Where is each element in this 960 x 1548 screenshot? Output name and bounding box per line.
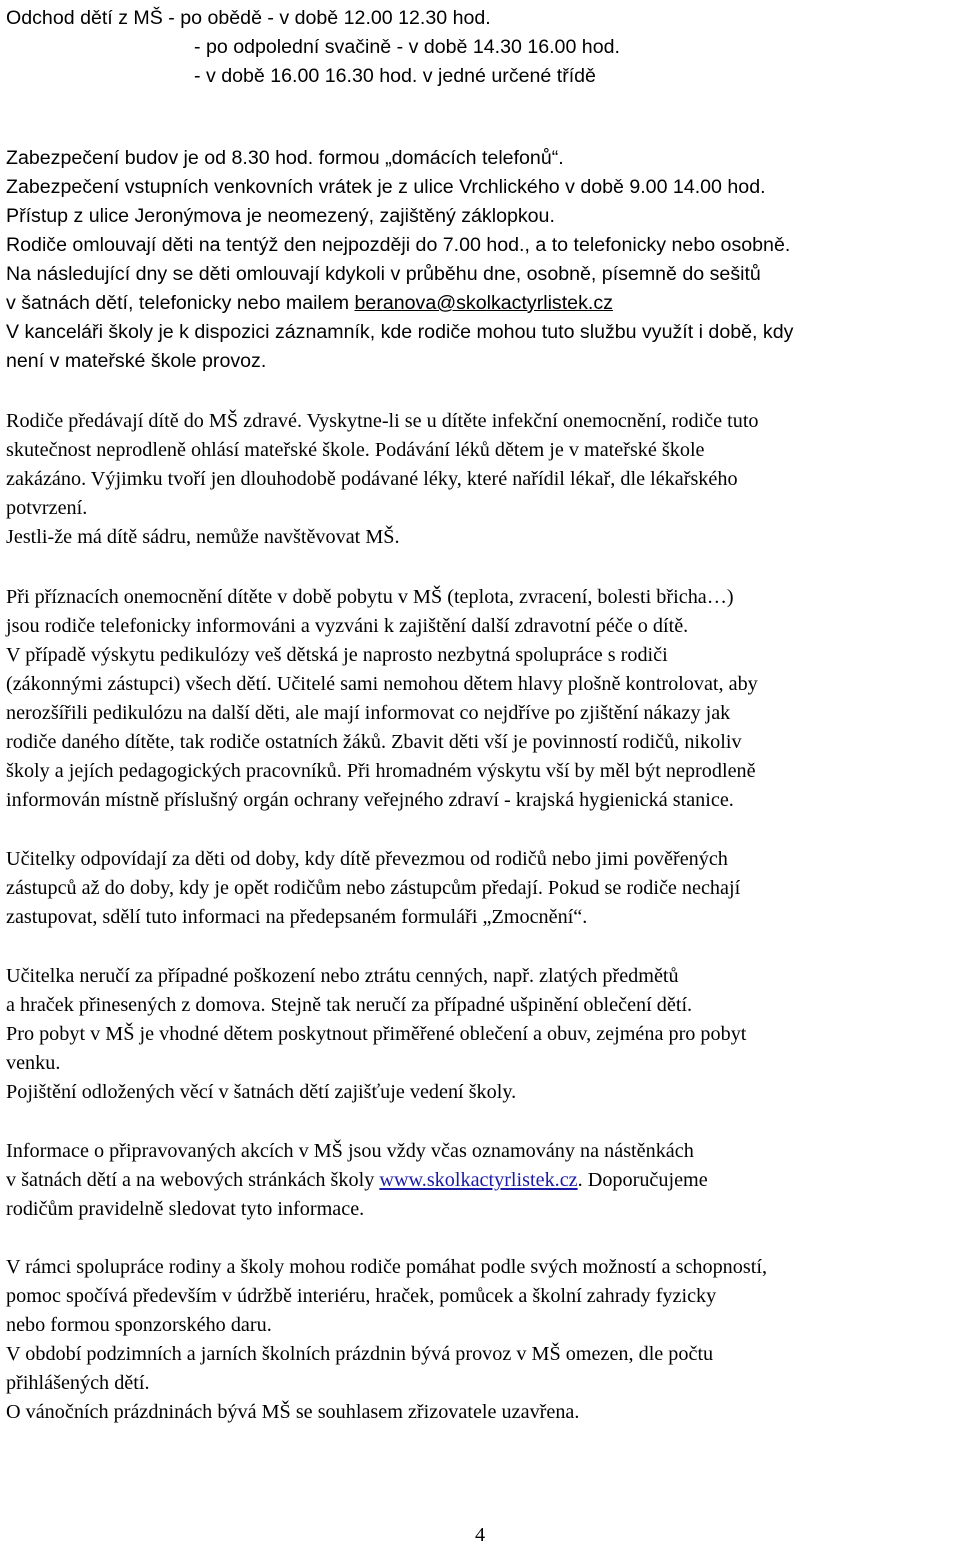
security-line-4 bbox=[6, 231, 790, 260]
responsibility-line-2: zástupců až do doby, kdy je opět rodičům nebo zástupcům předají. Pokud se rodiče nechají bbox=[6, 877, 741, 899]
security-line-6 bbox=[6, 289, 613, 318]
departure-line-1: Odchod dětí z MŠ - po obědě - v době 12.00 12.30 hod. bbox=[6, 7, 491, 29]
security-line-3: Přístup z ulice Jeronýmova je neomezený, zajištěný záklopkou. bbox=[6, 205, 555, 227]
illness-line-3: V případě výskytu pedikulózy veš dětská je naprosto nezbytná spolupráce s rodiči bbox=[6, 644, 668, 666]
illness-line-4: (zákonnými zástupci) všech dětí. Učitelé sami nemohou dětem hlavy plošně kontrolovat, aby bbox=[6, 673, 758, 695]
illness-line-6: rodiče daného dítěte, tak rodiče ostatních žáků. Zbavit děti vší je povinností rodičů, nikoliv bbox=[6, 731, 742, 753]
valuables-line-1: Učitelka neručí za případné poškození nebo ztrátu cenných, např. zlatých předmětů bbox=[6, 965, 679, 987]
responsibility-line-1: Učitelky odpovídají za děti od doby, kdy dítě převezmou od rodičů nebo jimi pověřených bbox=[6, 848, 728, 870]
valuables-line-2: a hraček přinesených z domova. Stejně tak neručí za případné ušpinění oblečení dětí. bbox=[6, 994, 693, 1016]
health-line-3: zakázáno. Výjimku tvoří jen dlouhodobě podávané léky, které nařídil lékař, dle lékařského bbox=[6, 468, 738, 490]
page-number: 4 bbox=[474, 1524, 486, 1546]
illness-line-2: jsou rodiče telefonicky informováni a vyzváni k zajištění další zdravotní péče o dítě. bbox=[6, 615, 689, 637]
health-line-1: Rodiče předávají dítě do MŠ zdravé. Vyskytne-li se u dítěte infekční onemocnění, rodiče tuto bbox=[6, 410, 759, 432]
email-link[interactable]: beranova@skolkactyrlistek bbox=[354, 292, 588, 314]
website-link[interactable]: www.skolkactyrlistek.cz bbox=[379, 1169, 578, 1191]
valuables-line-4: venku. bbox=[6, 1052, 61, 1074]
security-line-8: není v mateřské škole provoz. bbox=[6, 350, 267, 372]
excuse-method-text: , a to telefonicky nebo osobně. bbox=[524, 234, 791, 256]
info-web-text: v šatnách dětí a na webových stránkách školy bbox=[6, 1169, 380, 1191]
health-line-4: potvrzení. bbox=[6, 497, 88, 519]
cooperation-line-1: V rámci spolupráce rodiny a školy mohou rodiče pomáhat podle svých možností a schopností, bbox=[6, 1256, 767, 1278]
security-line-2: Zabezpečení vstupních venkovních vrátek je z ulice Vrchlického v době 9.00 14.00 hod. bbox=[6, 176, 766, 198]
cooperation-line-3: nebo formou sponzorského daru. bbox=[6, 1314, 272, 1336]
responsibility-line-3: zastupovat, sdělí tuto informaci na předepsaném formuláři „Zmocnění“. bbox=[6, 906, 588, 928]
cooperation-line-5: přihlášených dětí. bbox=[6, 1372, 150, 1394]
info-line-2 bbox=[6, 1166, 708, 1195]
illness-line-7: školy a jejích pedagogických pracovníků. Při hromadném výskytu vší by měl být neprodleně bbox=[6, 760, 756, 782]
excuse-deadline-text: Rodiče omlouvají děti na tentýž den nejpozději do 7.00 hod. bbox=[6, 234, 525, 256]
illness-line-1: Při příznacích onemocnění dítěte v době pobytu v MŠ (teplota, zvracení, bolesti břicha…) bbox=[6, 586, 734, 608]
security-line-1: Zabezpečení budov je od 8.30 hod. formou „domácích telefonů“. bbox=[6, 147, 564, 169]
email-link-suffix[interactable]: .cz bbox=[587, 292, 613, 314]
illness-line-5: nerozšířili pedikulózu na další děti, ale mají informovat co nejdříve po zjištění nákazy jak bbox=[6, 702, 731, 724]
illness-line-8: informován místně příslušný orgán ochrany veřejného zdraví - krajská hygienická stanice. bbox=[6, 789, 734, 811]
info-line-3: rodičům pravidelně sledovat tyto informace. bbox=[6, 1198, 365, 1220]
security-line-7: V kanceláři školy je k dispozici záznamník, kde rodiče mohou tuto službu využít i době, kdy bbox=[6, 321, 794, 343]
info-line-1: Informace o připravovaných akcích v MŠ jsou vždy včas oznamovány na nástěnkách bbox=[6, 1140, 694, 1162]
cooperation-line-4: V období podzimních a jarních školních prázdnin bývá provoz v MŠ omezen, dle počtu bbox=[6, 1343, 714, 1365]
security-line-5: Na následující dny se děti omlouvají kdykoli v průběhu dne, osobně, písemně do sešitů bbox=[6, 263, 761, 285]
valuables-line-3: Pro pobyt v MŠ je vhodné dětem poskytnout přiměřené oblečení a obuv, zejména pro pobyt bbox=[6, 1023, 747, 1045]
cooperation-line-2: pomoc spočívá především v údržbě interiéru, hraček, pomůcek a školní zahrady fyzicky bbox=[6, 1285, 717, 1307]
departure-line-3: - v době 16.00 16.30 hod. v jedné určené třídě bbox=[194, 65, 596, 87]
departure-line-2: - po odpolední svačině - v době 14.30 16.00 hod. bbox=[194, 36, 620, 58]
cooperation-line-6: O vánočních prázdninách bývá MŠ se souhlasem zřizovatele uzavřena. bbox=[6, 1401, 580, 1423]
health-line-2: skutečnost neprodleně ohlásí mateřské škole. Podávání léků dětem je v mateřské škole bbox=[6, 439, 705, 461]
excuse-contact-text: v šatnách dětí, telefonicky nebo mailem bbox=[6, 292, 355, 314]
info-recommend-text: . Doporučujeme bbox=[577, 1169, 708, 1191]
valuables-line-5: Pojištění odložených věcí v šatnách dětí zajišťuje vedení školy. bbox=[6, 1081, 517, 1103]
health-line-5: Jestli-že má dítě sádru, nemůže navštěvovat MŠ. bbox=[6, 526, 400, 548]
